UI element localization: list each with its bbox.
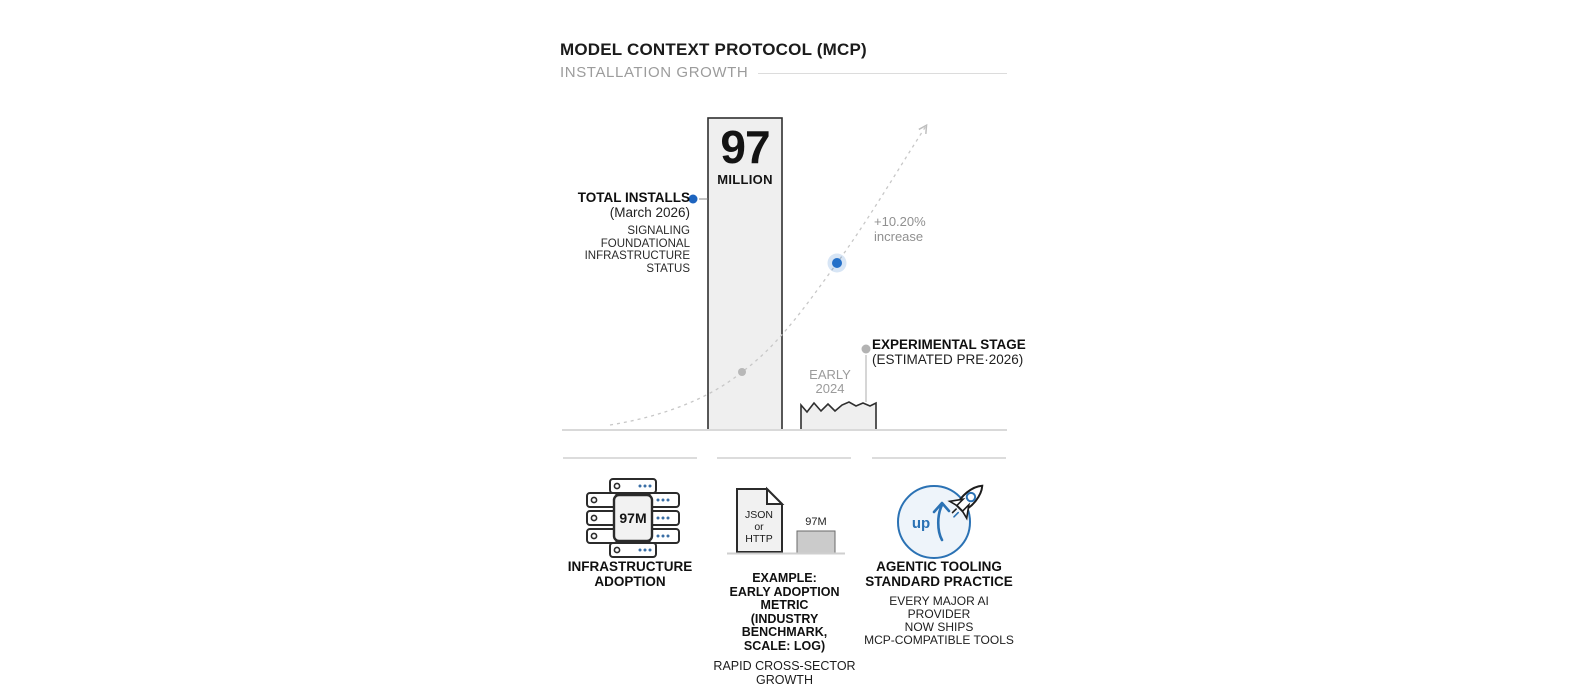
rocket-growth-icon [892,476,1000,562]
col3-subtitle: EVERY MAJOR AI PROVIDER NOW SHIPS MCP-COMPATIBLE TOOLS [864,594,1014,647]
infographic-content [560,0,1030,687]
svg-text:JSON: JSON [744,509,774,521]
trend-dot-gray [738,368,746,376]
main-bar-value [708,121,782,187]
up-text: up [911,515,931,532]
mini-bar-label: 97M [805,516,827,528]
mini-bar [797,531,835,553]
total-installs-title: TOTAL INSTALLS [577,190,690,205]
server-icon-value: 97M [619,510,647,526]
document-metric-icon [725,488,847,556]
col2-subtitle: RAPID CROSS-SECTOR GROWTH [713,659,856,687]
early-2024-label: EARLY 2024 [809,367,851,396]
document-fold [767,489,782,504]
col1-title: INFRASTRUCTURE ADOPTION [567,559,693,589]
col3-title: AGENTIC TOOLING STANDARD PRACTICE EVERY MAJOR AI PROVIDER NOW SHIPS MCP-COMPATIBLE TOOLS [864,559,1014,647]
svg-text:or: or [754,521,764,533]
torn-bar [801,402,876,430]
footer-divider-1 [563,457,697,459]
experimental-title: EXPERIMENTAL STAGE [872,337,1026,352]
svg-text:HTTP: HTTP [745,533,773,545]
experimental-sub: (ESTIMATED PRE·2026) [872,352,1024,367]
total-installs-label [540,190,690,275]
footer-divider-3 [872,457,1006,459]
col2-title: EXAMPLE: EARLY ADOPTION METRIC (INDUSTRY BENCHMARK, SCALE: LOG) RAPID CROSS-SECTOR GROWTH [708,572,861,687]
up-circle [898,486,970,558]
increase-annotation: +10.20% increase [874,214,926,244]
bar-value-unit: MILLION [717,172,773,187]
experimental-stage-label [872,337,1026,367]
total-installs-date: (March 2026) [609,205,690,220]
page-title: MODEL CONTEXT PROTOCOL (MCP) [560,40,867,59]
trend-dot-blue [832,258,842,268]
total-installs-note: SIGNALING FOUNDATIONAL INFRASTRUCTURE STATUS [584,225,690,275]
experimental-dot [862,345,871,354]
server-stack-icon [583,477,683,559]
bar-value-number: 97 [720,121,770,173]
page-subtitle: INSTALLATION GROWTH [560,64,749,81]
footer-divider-2 [717,457,851,459]
